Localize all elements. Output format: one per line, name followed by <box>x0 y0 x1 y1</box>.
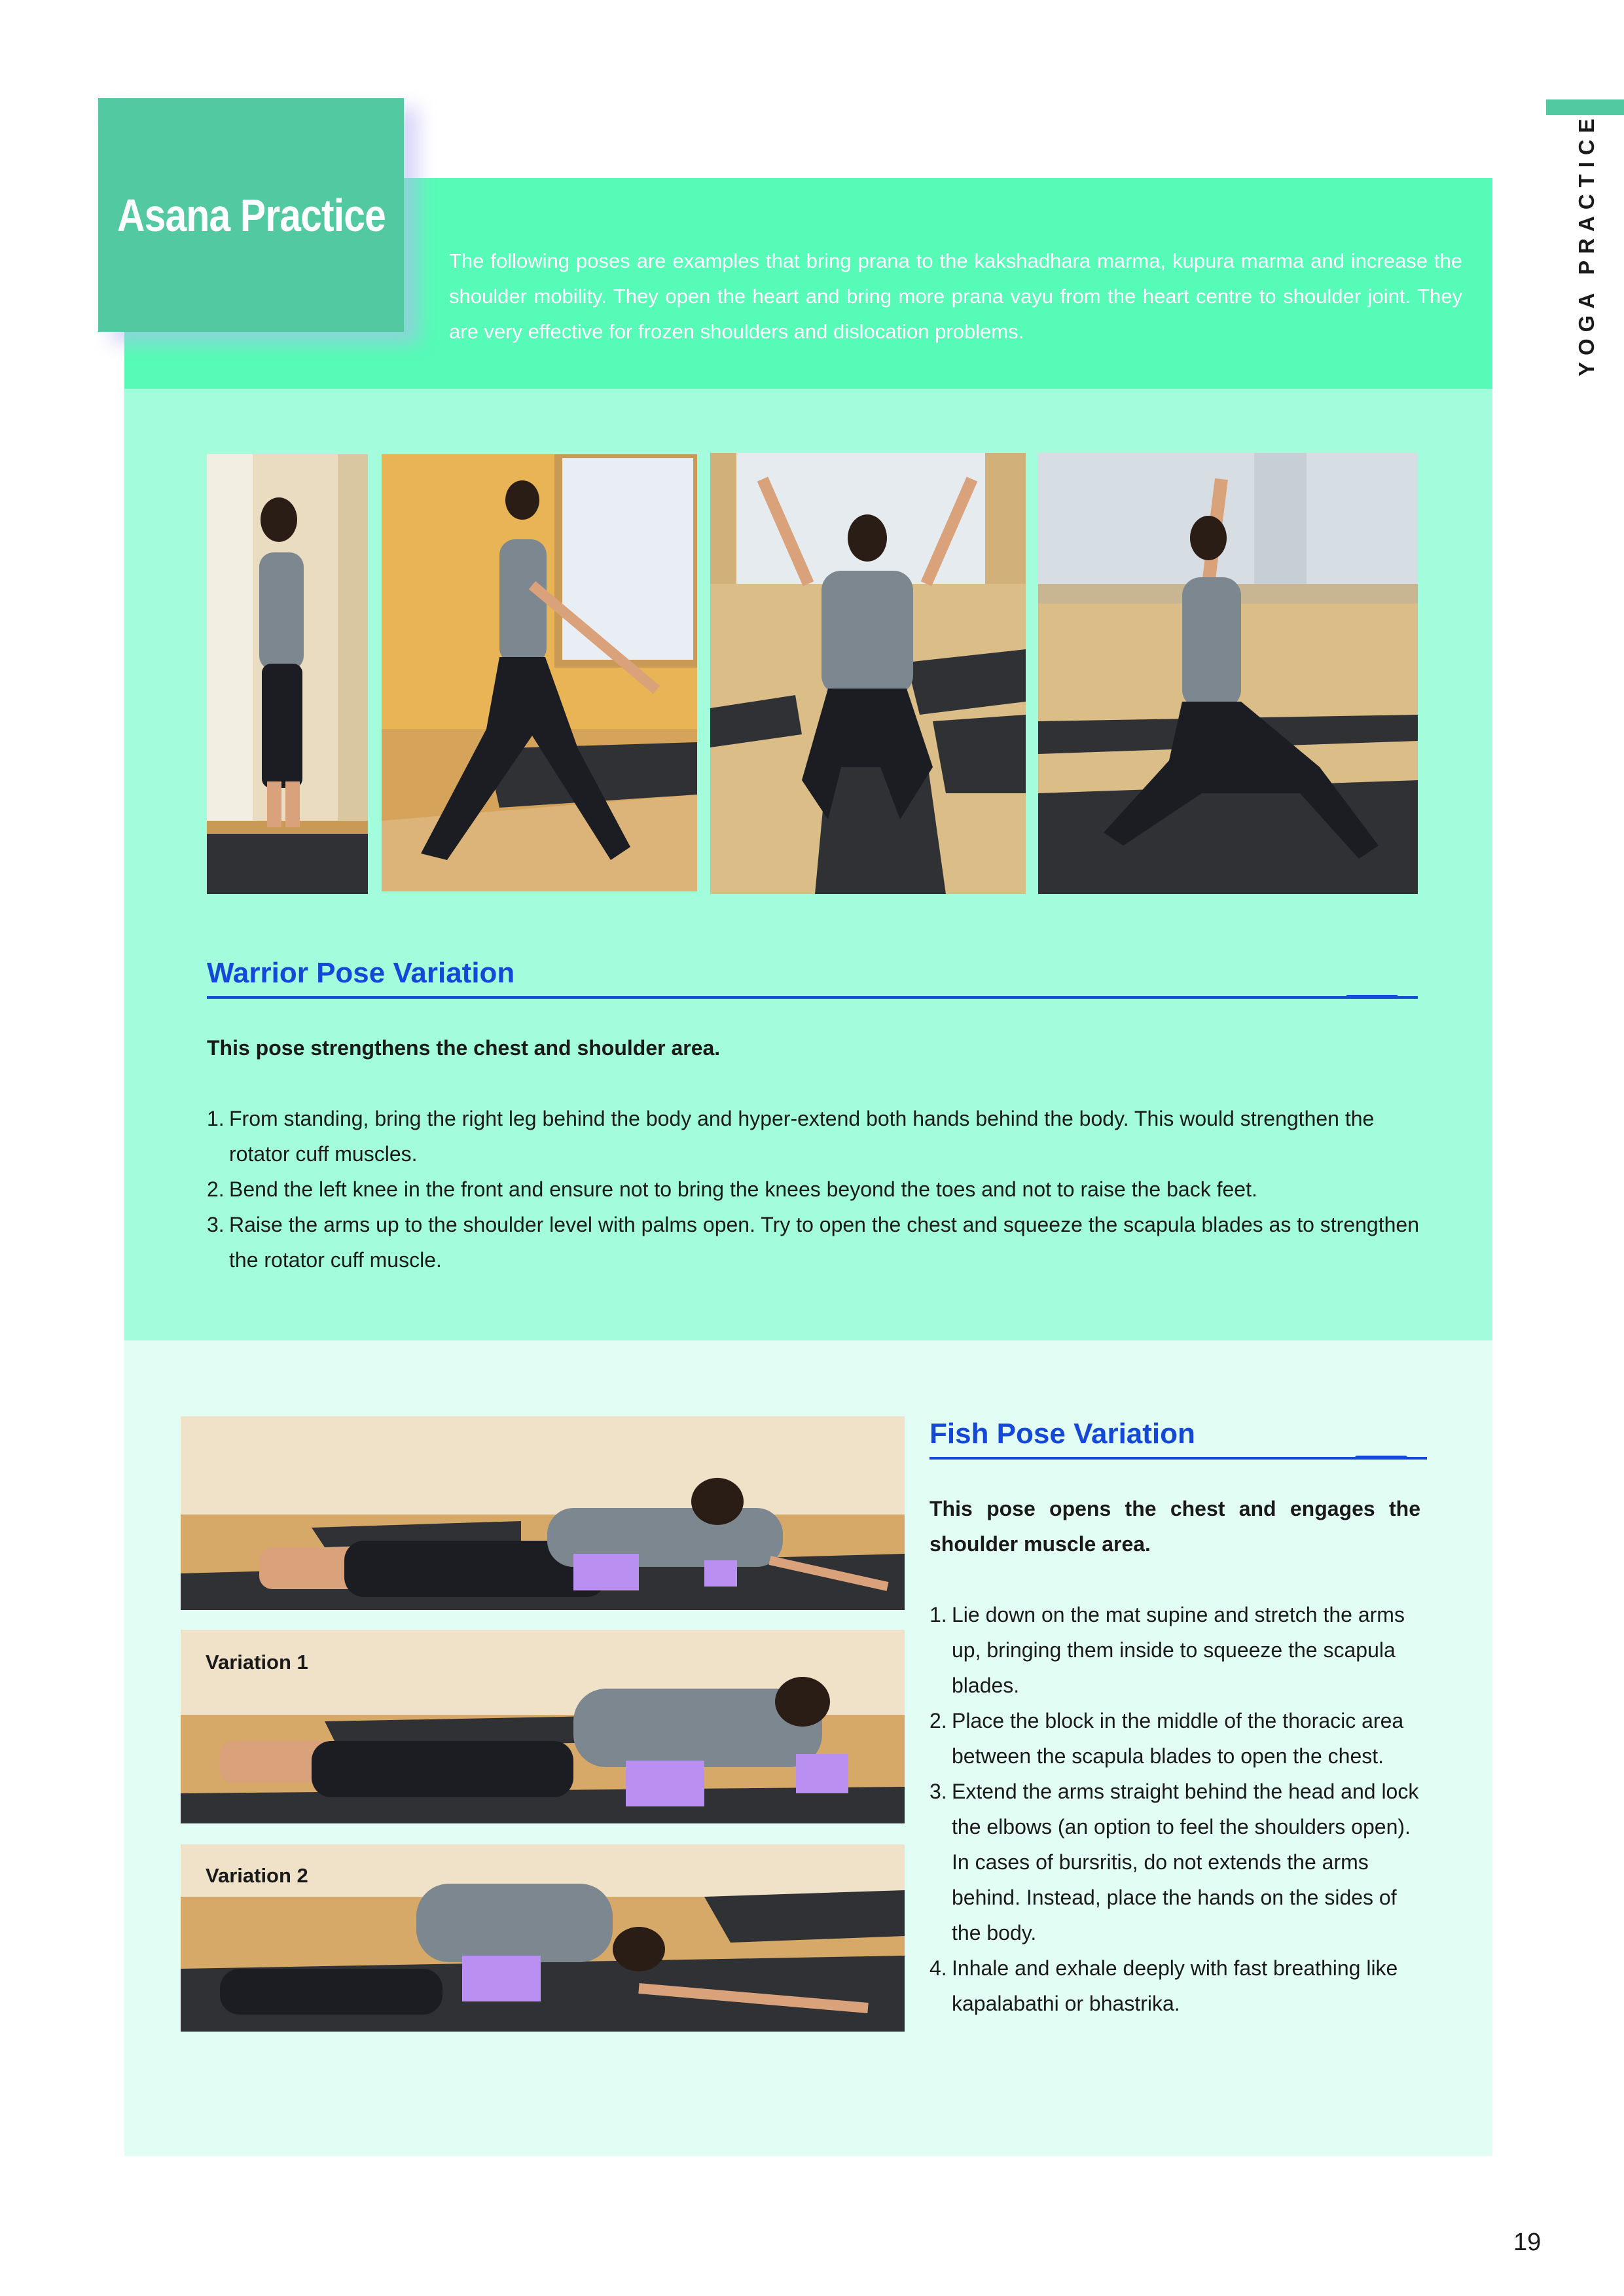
title-box <box>98 98 404 332</box>
fish-heading: Fish Pose Variation <box>929 1418 1195 1450</box>
variation-2-label: Variation 2 <box>206 1864 308 1887</box>
intro-paragraph: The following poses are examples that bring prana to the kakshadhara marma, kupura marma and increase the shoulder mobility. They open the heart and bring more prana vayu from the heart centre to shoulder joint. They are very effective for frozen shoulders and dislocation problems. <box>449 249 1462 343</box>
fish-photo-main <box>181 1416 905 1610</box>
warrior-photo-step2 <box>710 453 1026 894</box>
fish-lead: This pose opens the chest and engages the shoulder muscle area. <box>929 1497 1420 1556</box>
list-item: 3. Raise the arms up to the shoulder level with palms open. Try to open the chest and squeeze the scapula blades as to strengthen the rotator cuff muscle. <box>207 1213 1419 1272</box>
list-item: 1. Lie down on the mat supine and stretch the arms up, bringing them inside to squeeze the scapula blades. <box>929 1603 1405 1697</box>
list-item: 2. Place the block in the middle of the thoracic area between the scapula blades to open the chest. <box>929 1709 1404 1768</box>
list-item: 4. Inhale and exhale deeply with fast breathing like kapalabathi or bhastrika. <box>929 1956 1398 2015</box>
warrior-lead: This pose strengthens the chest and shoulder area. <box>207 1036 721 1060</box>
warrior-photo-step3 <box>1038 453 1418 894</box>
warrior-photo-step1 <box>382 454 697 891</box>
warrior-heading: Warrior Pose Variation <box>207 957 515 989</box>
warrior-heading-rule <box>207 996 1418 999</box>
list-item: 1. From standing, bring the right leg behind the body and hyper-extend both hands behind the body. This would strengthen the rotator cuff muscles. <box>207 1107 1375 1166</box>
warrior-photo-standing <box>207 454 368 894</box>
list-item: 2. Bend the left knee in the front and ensure not to bring the knees beyond the toes and not to raise the back feet. <box>207 1177 1257 1201</box>
variation-1-label: Variation 1 <box>206 1651 308 1674</box>
list-item: 3. Extend the arms straight behind the head and lock the elbows (an option to feel the shoulders open). In cases of bursritis, do not extends the arms behind. Instead, place the hands on the sides of the body. <box>929 1780 1419 1945</box>
page-title: Asana Practice <box>117 189 386 241</box>
page-number: 19 <box>1513 2229 1542 2256</box>
fish-steps <box>929 1597 1427 2021</box>
warrior-steps <box>207 1101 1424 1278</box>
fish-heading-rule <box>929 1457 1427 1460</box>
side-tab-label: YOGA PRACTICE <box>1574 112 1598 376</box>
